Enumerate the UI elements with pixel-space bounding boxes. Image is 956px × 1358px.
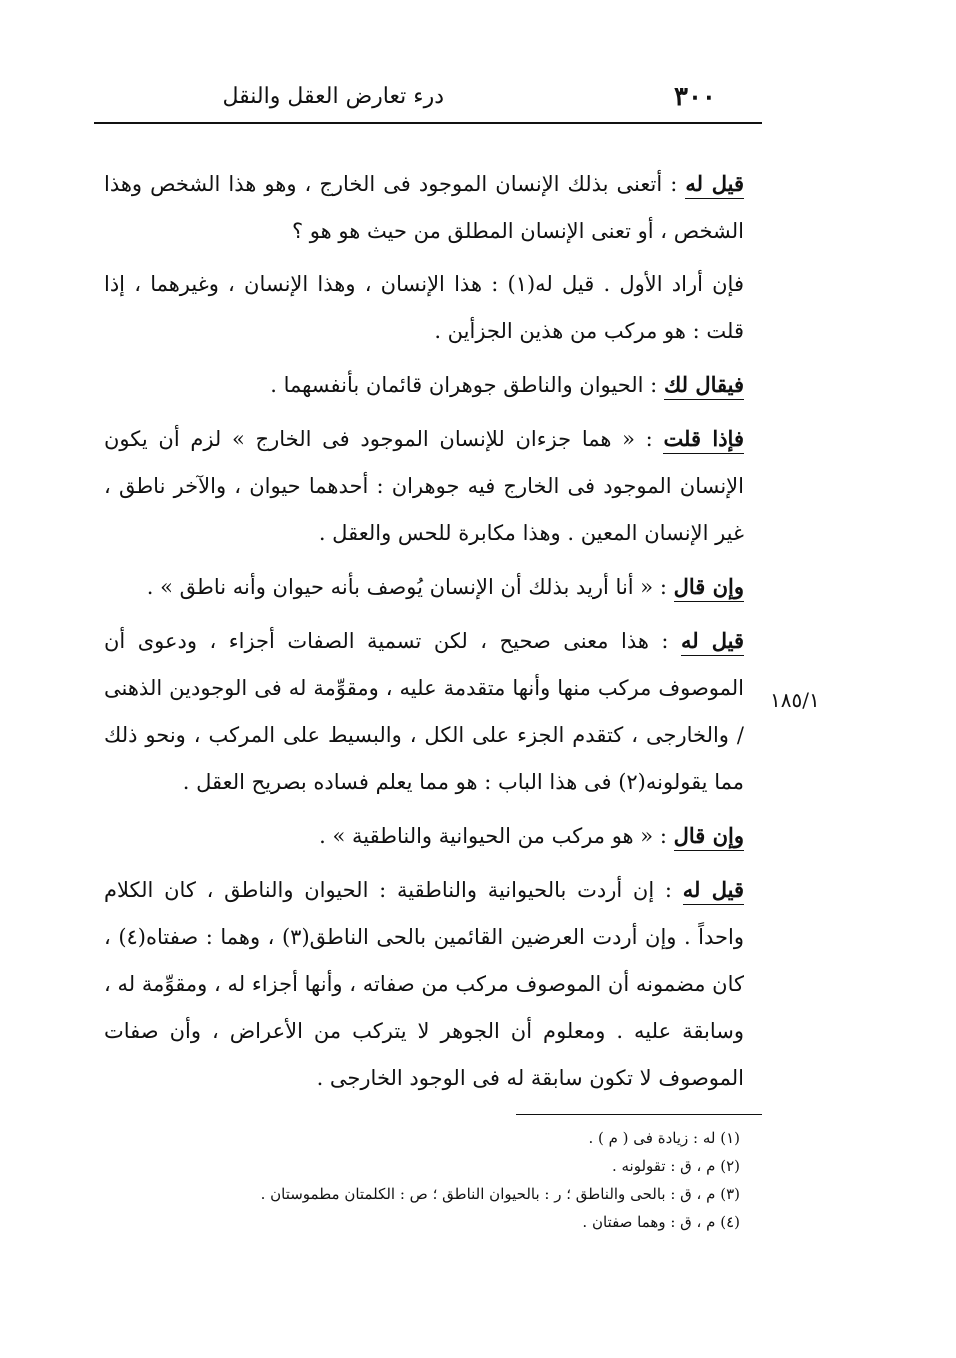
paragraph (104, 261, 744, 355)
footnote-divider (516, 1114, 762, 1115)
paragraph-text: فإن أراد الأول . قيل له(١) : هذا الإنسان ، وهذا الإنسان ، وغيرهما ، إذا قلت : هو مركب من هذين الجزأين . (104, 272, 744, 343)
footnote: (٢) م ، ق : تقولونه . (611, 1157, 740, 1175)
paragraph (104, 617, 744, 806)
paragraph-lead: فيقال لك (664, 372, 744, 400)
paragraph-lead: قيل له (685, 171, 744, 199)
paragraph-text: : هذا معنى صحيح ، لكن تسمية الصفات أجزاء ، ودعوى أن الموصوف مركب منها وأنها متقدمة عليه ، ومقوِّمة له فى الوجودين الذهنى / والخارجى ، كتقدم الجزء على الكل ، والبسيط على المركب ، ونحو ذلك مما يقولونه(٢) فى هذا الباب : هو مما يعلم فساده بصريح العقل . (104, 629, 744, 794)
paragraph (104, 812, 744, 860)
paragraph (104, 866, 744, 1102)
running-header (94, 78, 762, 124)
paragraph (104, 160, 744, 255)
paragraph (104, 361, 744, 409)
paragraph-lead: فإذا قلت (663, 426, 744, 454)
footnotes (160, 1124, 740, 1236)
paragraph-text: : الحيوان والناطق جوهران قائمان بأنفسهما . (270, 373, 664, 397)
paragraph-text: : « هو مركب من الحيوانية والناطقية » . (319, 824, 674, 848)
paragraph-lead: وإن قال (674, 574, 744, 602)
margin-reference: ١٨٥/١ (770, 688, 820, 712)
footnote: (٣) م ، ق : بالحى والناطق ؛ ر : بالحيوان الناطق ؛ ص : الكلمتان مطموستان . (260, 1185, 740, 1203)
paragraph (104, 563, 744, 611)
paragraph (104, 415, 744, 557)
paragraph-text: : « أنا أريد بذلك أن الإنسان يُوصف بأنه حيوان وأنه ناطق » . (146, 575, 674, 599)
paragraph-lead: قيل له (683, 877, 744, 905)
paragraph-text: : « هما جزءان للإنسان الموجود فى الخارج » لزم أن يكون الإنسان الموجود فى الخارج فيه جوهران : أحدهما حيوان ، والآخر ناطق ، غير الإنسان المعين . وهذا مكابرة للحس والعقل . (104, 427, 744, 545)
running-title: درء تعارض العقل والنقل (222, 84, 444, 109)
footnote: (١) له : زيادة فى ( م ) . (588, 1129, 740, 1147)
paragraph-text: : أتعنى بذلك الإنسان الموجود فى الخارج ، وهو هذا الشخص وهذا الشخص ، أو تعنى الإنسان المطلق من حيث هو هو ؟ (104, 172, 744, 243)
paragraph-lead: قيل له (681, 628, 744, 656)
paragraph-text: : إن أردت بالحيوانية والناطقية : الحيوان والناطق ، كان الكلام واحداً . وإن أردت العرضين القائمين بالحى الناطق(٣) ، وهما : صفتاه(٤) ، كان مضمونه أن الموصوف مركب من صفاته ، وأنها أجزاء له ، ومقوِّمة له ، وسابقة عليه . ومعلوم أن الجوهر لا يتركب من الأعراض ، وأن صفات الموصوف لا تكون سابقة له فى الوجود الخارجى . (104, 878, 745, 1090)
body-text (104, 160, 744, 1108)
footnote: (٤) م ، ق : وهما صفتان . (582, 1213, 740, 1231)
paragraph-lead: وإن قال (674, 823, 744, 851)
page-number: ٣٠٠ (674, 82, 716, 112)
